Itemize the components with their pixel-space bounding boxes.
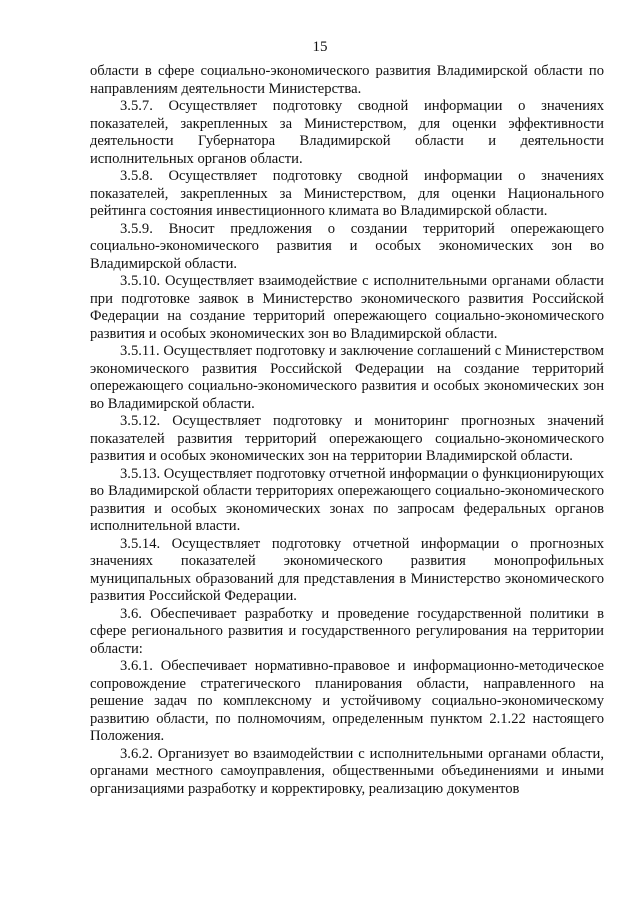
paragraph-3-5-8: 3.5.8. Осуществляет подготовку сводной информации о значениях показателей, закрепленных за Министерством, для оценки Национального рейтинга состояния инвестиционного климата во Владимирской области.: [90, 168, 604, 219]
paragraph-3-5-11: 3.5.11. Осуществляет подготовку и заключение соглашений с Министерством экономического развития Российской Федерации на создание территорий опережающего социально-экономического развития и особых экономических зон во Владимирской области.: [90, 343, 604, 412]
paragraph-3-5-12: 3.5.12. Осуществляет подготовку и мониторинг прогнозных значений показателей развития территорий опережающего социально-экономического развития и особых экономических зон на территории Владимирской области.: [90, 413, 604, 464]
paragraph-3-5-9: 3.5.9. Вносит предложения о создании территорий опережающего социально-экономического развития и особых экономических зон во Владимирской области.: [90, 220, 604, 272]
paragraph-3-5-14: 3.5.14. Осуществляет подготовку отчетной информации о прогнозных значениях показателей экономического развития монопрофильных муниципальных образований для представления в Министерство экономического развития Российской Федерации.: [90, 535, 604, 604]
paragraph-3-5-7: 3.5.7. Осуществляет подготовку сводной информации о значениях показателей, закрепленных за Министерством, для оценки эффективности деятельности Губернатора Владимирской области и деятельности исполнительных органов области.: [90, 98, 604, 167]
paragraph-3-6-2: 3.6.2. Организует во взаимодействии с исполнительными органами области, органами местного самоуправления, общественными объединениями и иными организациями разработку и корректировку, реализацию документов: [90, 745, 604, 797]
document-body: [90, 63, 604, 798]
paragraph-continuation: области в сфере социально-экономического развития Владимирской области по направлениям деятельности Министерства.: [90, 63, 604, 97]
paragraph-3-5-13: 3.5.13. Осуществляет подготовку отчетной информации о функционирующих во Владимирской области территориях опережающего социально-экономического развития и особых экономических зонах по запросам федеральных органов исполнительной власти.: [90, 465, 604, 534]
paragraph-3-6: 3.6. Обеспечивает разработку и проведение государственной политики в сфере регионального развития и государственного регулирования на территории области:: [90, 605, 604, 657]
paragraph-3-6-1: 3.6.1. Обеспечивает нормативно-правовое и информационно-методическое сопровождение стратегического планирования области, направленного на решение задач по комплексному и устойчивому социально-экономическому развитию области, по полномочиям, определенным пунктом 2.1.22 настоящего Положения.: [90, 658, 604, 744]
paragraph-3-5-10: 3.5.10. Осуществляет взаимодействие с исполнительными органами области при подготовке заявок в Министерство экономического развития Российской Федерации на создание территорий опережающего социально-экономического развития и особых экономических зон во Владимирской области.: [90, 273, 604, 342]
page-number: 15: [312, 39, 328, 55]
